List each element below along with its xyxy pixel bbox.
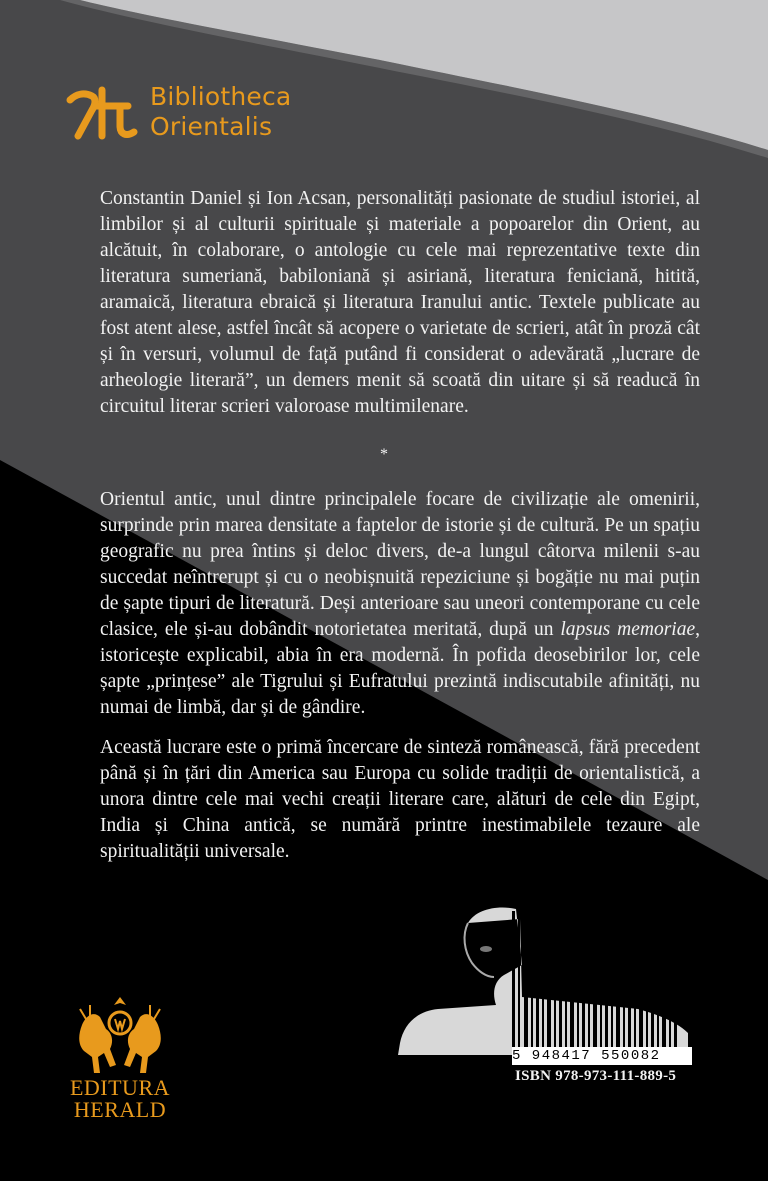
publisher-logo (60, 995, 180, 1135)
series-name-line2: Orientalis (150, 112, 273, 141)
section-separator: * (380, 446, 388, 463)
isbn-label: ISBN 978-973-111-889-5 (515, 1068, 677, 1084)
barcode-number: 5 948417 550082 (512, 1047, 692, 1065)
paragraph-2-text-a: Orientul antic, unul dintre principalele focare de civilizație ale omenirii, surprinde prin marea densitate a faptelor de istorie și de cultură. Pe un spațiu geografic nu prea întins și deloc divers, de-a lungul câtorva milenii s-au succedat neîntrerupt și cu o neobișnuită repeziciune și bogăție nu mai puțin de șapte tipuri de literatură. Deși anterioare sau uneori contemporane cu cele clasice, ele și-au dobândit notorietatea meritată, după un (100, 489, 700, 640)
series-logo-icon (66, 84, 146, 142)
publisher-name-line2: HERALD (73, 1097, 167, 1122)
series-name-line1: Bibliotheca (150, 82, 292, 111)
publisher-emblem-icon (60, 995, 180, 1079)
barcode-bars (512, 911, 677, 1049)
sphinx-barcode-image (398, 905, 688, 1065)
description-section-2 (100, 487, 700, 865)
publisher-name-line1: EDITURA (69, 1075, 171, 1100)
paragraph-2-text-b: , istoricește explicabil, abia în era modernă. În pofida deosebirilor lor, cele șapte „prințese” ale Tigrului și Eufratului prezintă indiscutabile afinități, nu numai de limbă, dar și de gândire. (100, 619, 700, 718)
description-paragraph-1 (100, 186, 700, 420)
paragraph-2 (100, 487, 700, 721)
paragraph-1-text: Constantin Daniel și Ion Acsan, personalități pasionate de studiul istoriei, al limbilor și al culturii spirituale și materiale a popoarelor din Orient, au alcătuit, în colaborare, o antologie cu cele mai reprezentative texte din literatura sumeriană, babiloniană și asiriană, literatura feniciană, hitită, aramaică, literatura ebraică și literatura Iranului antic. Textele publicate au fost atent alese, astfel încât să acopere o varietate de scrieri, atât în proză cât și în versuri, volumul de față putând fi considerat o adevărată „lucrare de arheologie literară”, un demers menit să scoată din uitare și să readucă în circuitul literar scrieri valoroase multimilenare. (100, 188, 700, 417)
paragraph-3: Această lucrare este o primă încercare de sinteză românească, fără precedent până și în țări din America sau Europa cu solide tradiții de orientalistică, a unora dintre cele mai vechi creații literare care, alături de cele din Egipt, India și China antică, se numără printre inestimabilele tezaure ale spiritualității universale. (100, 737, 700, 862)
paragraph-2-italic: lapsus memoriae (560, 619, 696, 640)
series-logo (66, 78, 296, 148)
